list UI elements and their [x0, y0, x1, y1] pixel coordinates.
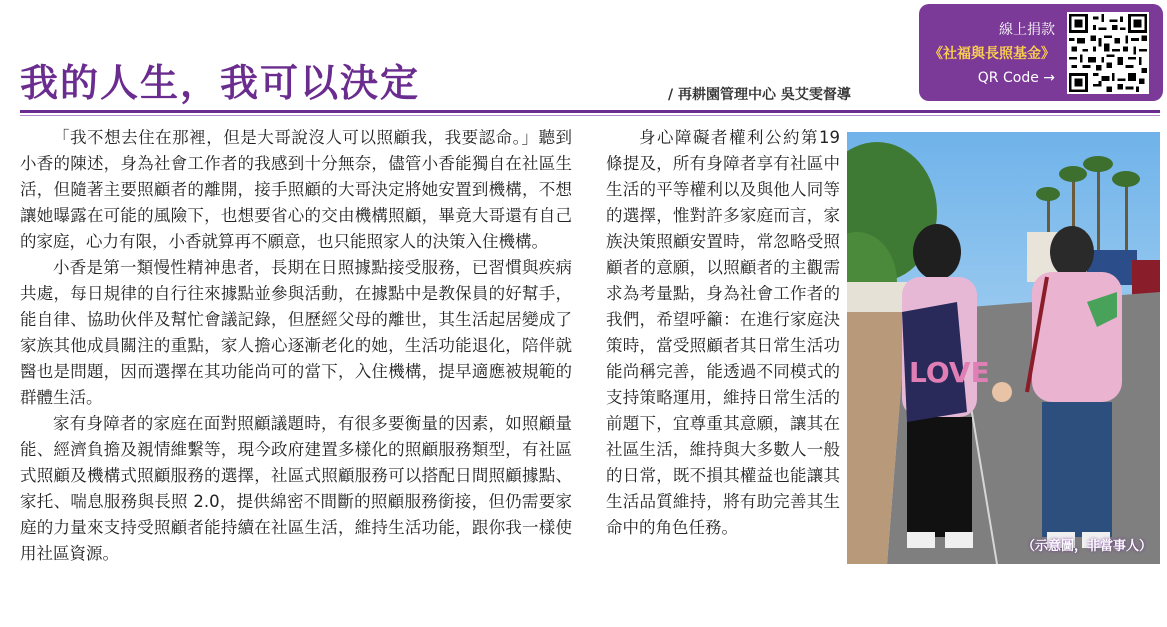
paragraph-4: 身心障礙者權利公約第19條提及，所有身障者享有社區中生活的平等權利以及與他人同等的選擇，惟對許多家庭而言，家族決策照顧安置時，常忽略受照顧者的意願，以照顧者的主觀需求為考量點，身為社會工作者的我們，希望呼籲：在進行家庭決策時，當受照顧者其日常生活功能尚稱完善，能透過不同模式的支持策略運用，維持日常生活的前題下，宜尊重其意願，讓其在社區生活，維持與大多數人一般的日常，既不損其權益也能讓其生活品質維持，將有助完善其生命中的角色任務。	[606, 128, 840, 537]
illustration-photo	[847, 132, 1160, 564]
article-title: 我的人生，我可以決定	[20, 61, 421, 105]
article-right-column	[606, 125, 840, 541]
article-left-column	[20, 125, 572, 567]
author-byline: / 再耕園管理中心 吳艾雯督導	[668, 87, 851, 103]
bag-text: LOVE	[909, 356, 990, 389]
photo-caption: （示意圖，非當事人）	[1021, 539, 1152, 554]
donation-label: 線上捐款	[999, 22, 1055, 38]
title-divider-thin	[20, 115, 1160, 116]
paragraph-2: 小香是第一類慢性精神患者，長期在日照據點接受服務，已習慣與疾病共處，每日規律的自行往來據點並參與活動，在據點中是教保員的好幫手，能自律、協助伙伴及幫忙會議記錄，但歷經父母的離世，其生活起居變成了家族其他成員關注的重點，家人擔心逐漸老化的她，生活功能退化，陪伴就醫也是問題，因而選擇在其功能尚可的當下，入住機構，提早適應被規範的群體生活。	[20, 258, 572, 407]
donation-box	[919, 4, 1163, 101]
donation-fund-name: 《社福與長照基金》	[929, 46, 1055, 62]
paragraph-3: 家有身障者的家庭在面對照顧議題時，有很多要衡量的因素，如照顧量能、經濟負擔及親情維繫等，現今政府建置多樣化的照顧服務類型，有社區式照顧及機構式照顧服務的選擇，社區式照顧服務可以搭配日間照顧據點、家托、喘息服務與長照 2.0，提供綿密不間斷的照顧服務銜接，但仍需要家庭的力量來支持受照顧者能持續在社區生活，維持生活功能，跟你我一樣使用社區資源。	[20, 414, 572, 563]
donation-qr-label: QR Code →	[977, 70, 1055, 86]
qr-code-icon[interactable]	[1067, 12, 1149, 94]
donation-text	[929, 18, 1055, 90]
title-divider	[20, 110, 1160, 113]
paragraph-1: 「我不想去住在那裡，但是大哥說沒人可以照顧我，我要認命。」聽到小香的陳述，身為社會工作者的我感到十分無奈，儘管小香能獨自在社區生活，但隨著主要照顧者的離開，接手照顧的大哥決定將她安置到機構，不想讓她曝露在可能的風險下，也想要省心的交由機構照顧，畢竟大哥還有自己的家庭，心力有限，小香就算再不願意，也只能照家人的決策入住機構。	[20, 128, 572, 251]
